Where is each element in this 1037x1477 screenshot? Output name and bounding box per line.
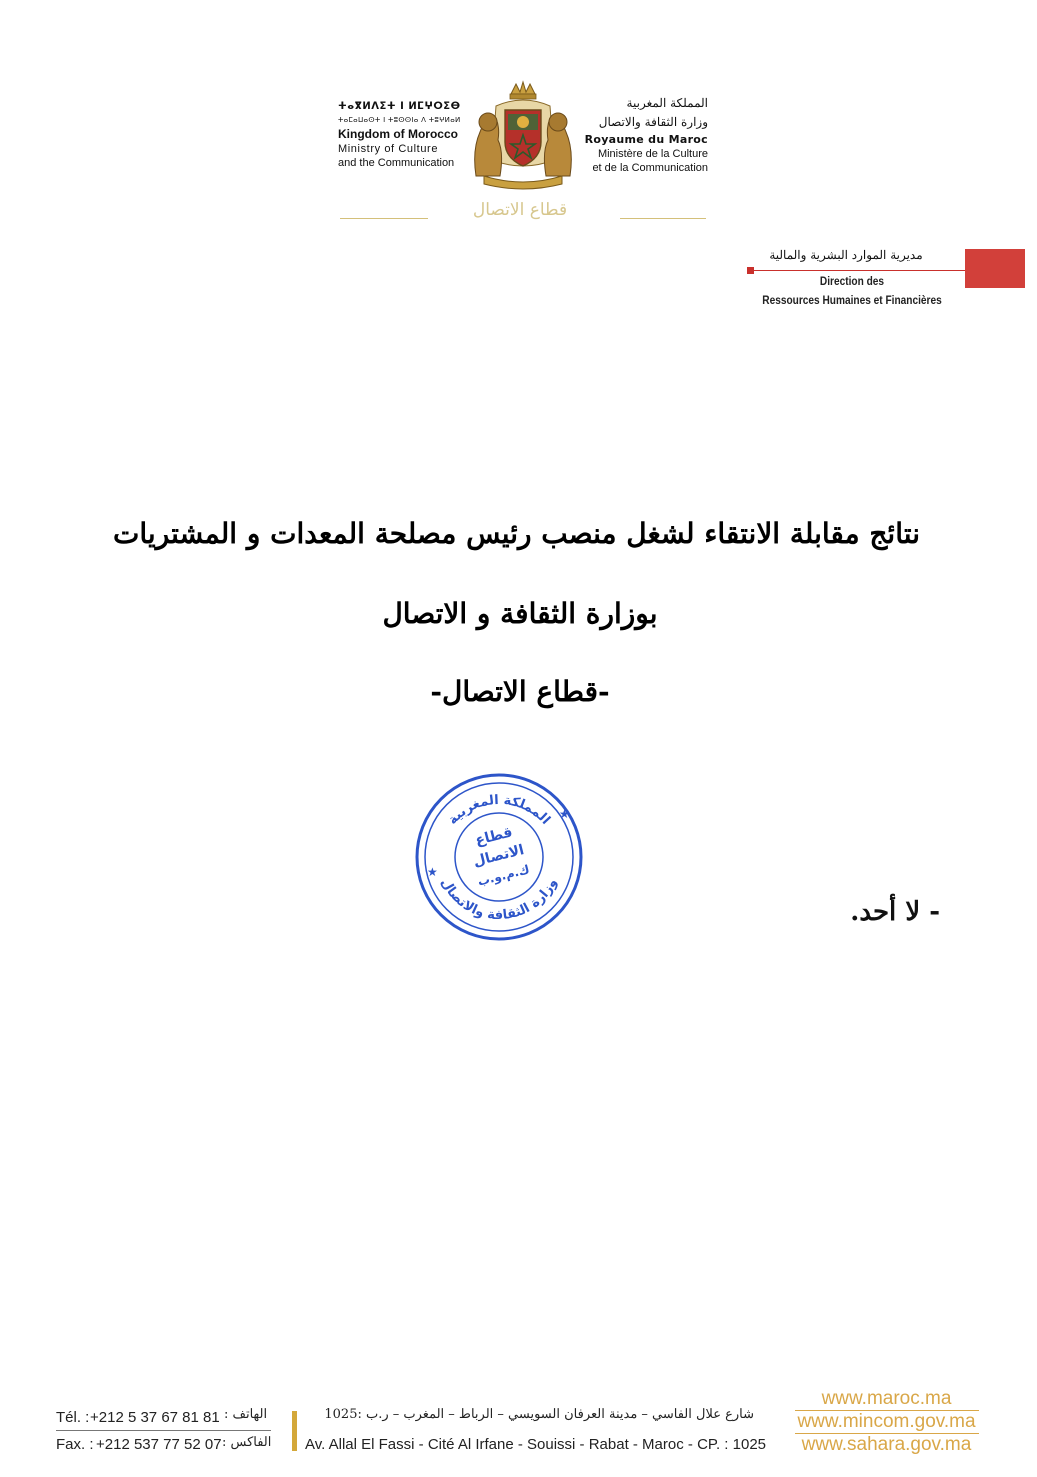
ministry-name-en-1: Ministry of Culture: [338, 143, 439, 155]
phone-label-ar: الهاتف :: [224, 1407, 268, 1422]
sector-title: قطاع الاتصال: [472, 200, 568, 220]
fax-label-fr: Fax. :: [56, 1436, 94, 1453]
phone-number: +212 5 37 67 81 81: [90, 1409, 220, 1426]
address-ar: شارع علال الفاسي – مدينة العرفان السويسي – الرباط – المغرب – ر.ب :1025: [324, 1407, 754, 1422]
stamp-star-left: ★: [427, 865, 438, 879]
letterhead-left: [338, 100, 473, 170]
tifinagh-kingdom: ⵜⴰⴳⵍⴷⵉⵜ ⵏ ⵍⵎⵖⵔⵉⴱ: [338, 101, 461, 112]
website-sahara-link[interactable]: www.sahara.gov.ma: [801, 1434, 972, 1455]
result-none: - لا أحد.: [850, 897, 940, 927]
official-stamp: [414, 772, 584, 942]
stamp-center-line-3: ك.م.و.ب: [476, 862, 532, 889]
kingdom-name-en: Kingdom of Morocco: [338, 127, 458, 141]
fax-number: +212 537 77 52 07: [96, 1436, 222, 1453]
direction-red-block: [965, 249, 1025, 288]
stamp-ring-bottom: وزارة الثقافة والاتصال: [437, 876, 561, 924]
stamp-center-line-2: الاتصال: [471, 842, 526, 871]
coat-of-arms-icon: [466, 80, 580, 192]
stamp-star-right: ★: [559, 807, 570, 821]
ministry-name-fr-2: et de la Communication: [592, 162, 708, 174]
ministry-name-en-2: and the Communication: [338, 157, 455, 169]
website-maroc-link[interactable]: www.maroc.ma: [821, 1388, 952, 1409]
kingdom-name-ar: المملكة المغربية: [626, 96, 708, 110]
kingdom-name-fr: Royaume du Maroc: [584, 133, 708, 146]
document-title-line-3: -قطاع الاتصال-: [430, 675, 610, 708]
fax-label-ar: الفاكس :: [222, 1435, 272, 1450]
stamp-center-line-1: قطاع: [473, 824, 515, 849]
direction-name-fr-1: Direction des: [819, 276, 885, 288]
direction-name-fr-2: Ressources Humaines et Financières: [762, 295, 942, 307]
footer-contact-rule: [56, 1430, 271, 1431]
website-mincom-link[interactable]: www.mincom.gov.ma: [797, 1411, 976, 1432]
direction-rule: [750, 270, 965, 271]
phone-label-fr: Tél. :: [56, 1409, 90, 1426]
sector-rule-left: [340, 218, 428, 219]
address-fr: Av. Allal El Fassi - Cité Al Irfane - Souissi - Rabat - Maroc - CP. : 1025: [305, 1436, 767, 1453]
stamp-ring-top: المملكة المغربية: [445, 792, 553, 828]
tifinagh-ministry: ⵜⴰⵎⴰⵡⴰⵙⵜ ⵏ ⵜⵓⵙⵙⵏⴰ ⴷ ⵜⵓⵖⵍⴰⵍ: [338, 116, 461, 124]
ministry-name-fr-1: Ministère de la Culture: [597, 148, 708, 160]
ministry-name-ar: وزارة الثقافة والاتصال: [598, 115, 708, 129]
letterhead-right: [582, 94, 708, 175]
document-title-line-2: بوزارة الثقافة و الاتصال: [382, 597, 658, 630]
sector-rule-right: [620, 218, 706, 219]
footer-gold-bar: [292, 1411, 297, 1451]
direction-name-ar: مديرية الموارد البشرية والمالية: [769, 248, 923, 262]
document-title-line-1: نتائج مقابلة الانتقاء لشغل منصب رئيس مصلحة المعدات و المشتريات: [113, 517, 920, 550]
